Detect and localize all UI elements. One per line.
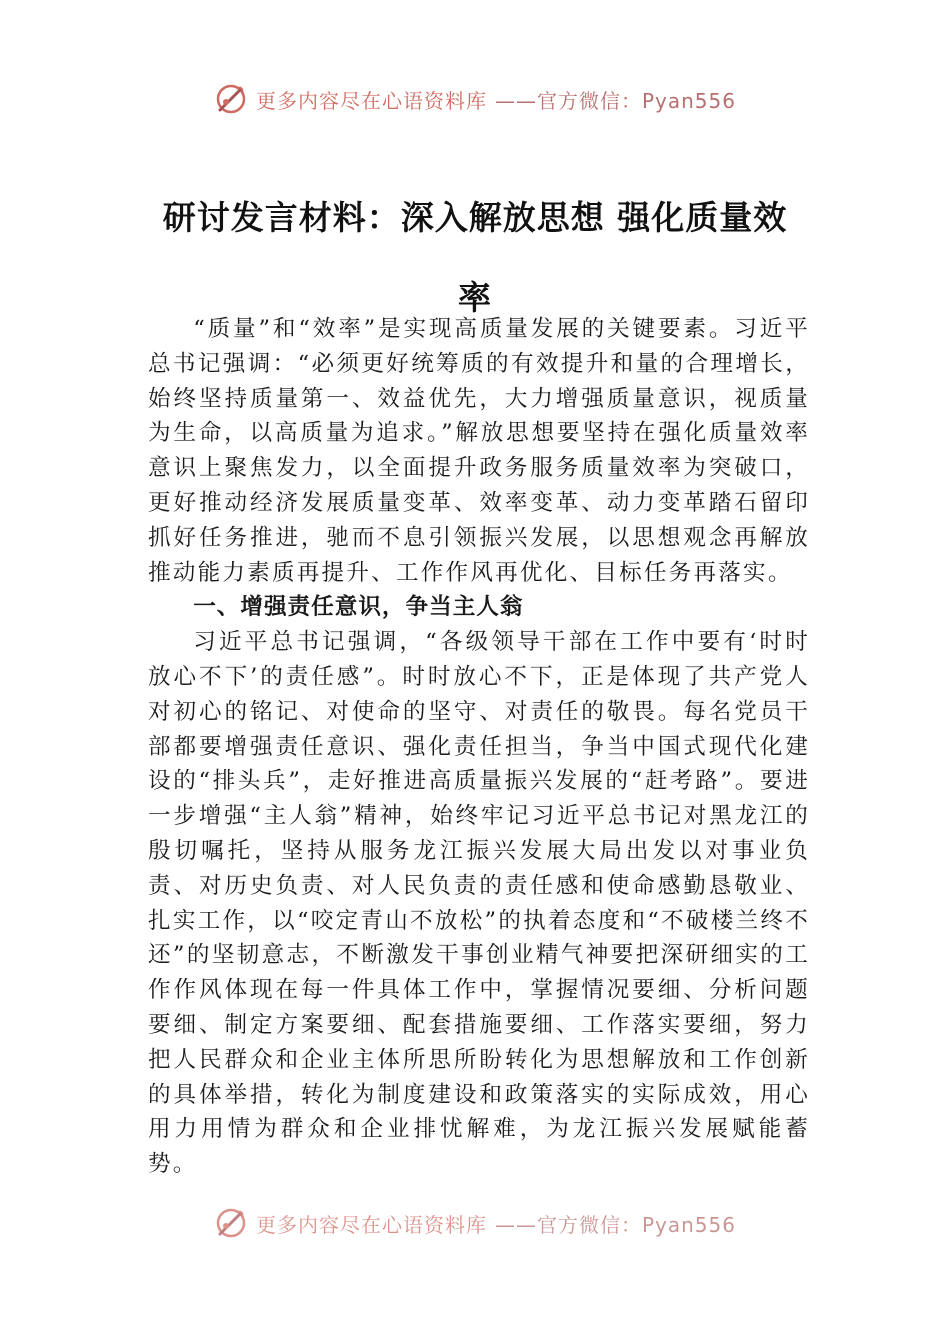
watermark-left-text: 更多内容尽在心语资料库 (255, 1212, 487, 1237)
watermark-right-text: ——官方微信：Pyan556 (494, 1212, 736, 1237)
title-line-1: 研讨发言材料：深入解放思想 强化质量效 (162, 198, 788, 237)
header-watermark (0, 82, 950, 116)
brush-logo-icon (214, 1206, 248, 1240)
brush-logo-icon (214, 82, 248, 116)
watermark-left-text: 更多内容尽在心语资料库 (255, 88, 487, 113)
section-1-heading: 一、增强责任意识，争当主人翁 (193, 594, 524, 621)
footer-watermark (0, 1206, 950, 1240)
watermark-right-text: ——官方微信：Pyan556 (494, 88, 736, 113)
title-line-2: 率 (458, 278, 492, 317)
intro-paragraph: “质量”和“效率”是实现高质量发展的关键要素。习近平总书记强调：“必须更好统筹质的有效提升和量的合理增长，始终坚持质量第一、效益优先，大力增强质量意识，视质量为生命，以高质量为追求。”解放思想要坚持在强化质量效率意识上聚焦发力，以全面提升政务服务质量效率为突破口，更好推动经济发展质量变革、效率变革、动力变革踏石留印抓好任务推进，驰而不息引领振兴发展，以思想观念再解放推动能力素质再提升、工作作风再优化、目标任务再落实。 (148, 316, 810, 586)
section-1-paragraph: 习近平总书记强调，“各级领导干部在工作中要有‘时时放心不下’的责任感”。时时放心不下，正是体现了共产党人对初心的铭记、对使命的坚守、对责任的敬畏。每名党员干部都要增强责任意识、强化责任担当，争当中国式现代化建设的“排头兵”，走好推进高质量振兴发展的“赶考路”。要进一步增强“主人翁”精神，始终牢记习近平总书记对黑龙江的殷切嘱托，坚持从服务龙江振兴发展大局出发以对事业负责、对历史负责、对人民负责的责任感和使命感勤恳敬业、扎实工作，以“咬定青山不放松”的执着态度和“不破楼兰终不还”的坚韧意志，不断激发干事创业精气神要把深研细实的工作作风体现在每一件具体工作中，掌握情况要细、分析问题要细、制定方案要细、配套措施要细、工作落实要细，努力把人民群众和企业主体所思所盼转化为思想解放和工作创新的具体举措，转化为制度建设和政策落实的实际成效，用心用力用情为群众和企业排忧解难，为龙江振兴发展赋能蓄势。 (148, 629, 810, 1178)
document-body (148, 312, 810, 1182)
